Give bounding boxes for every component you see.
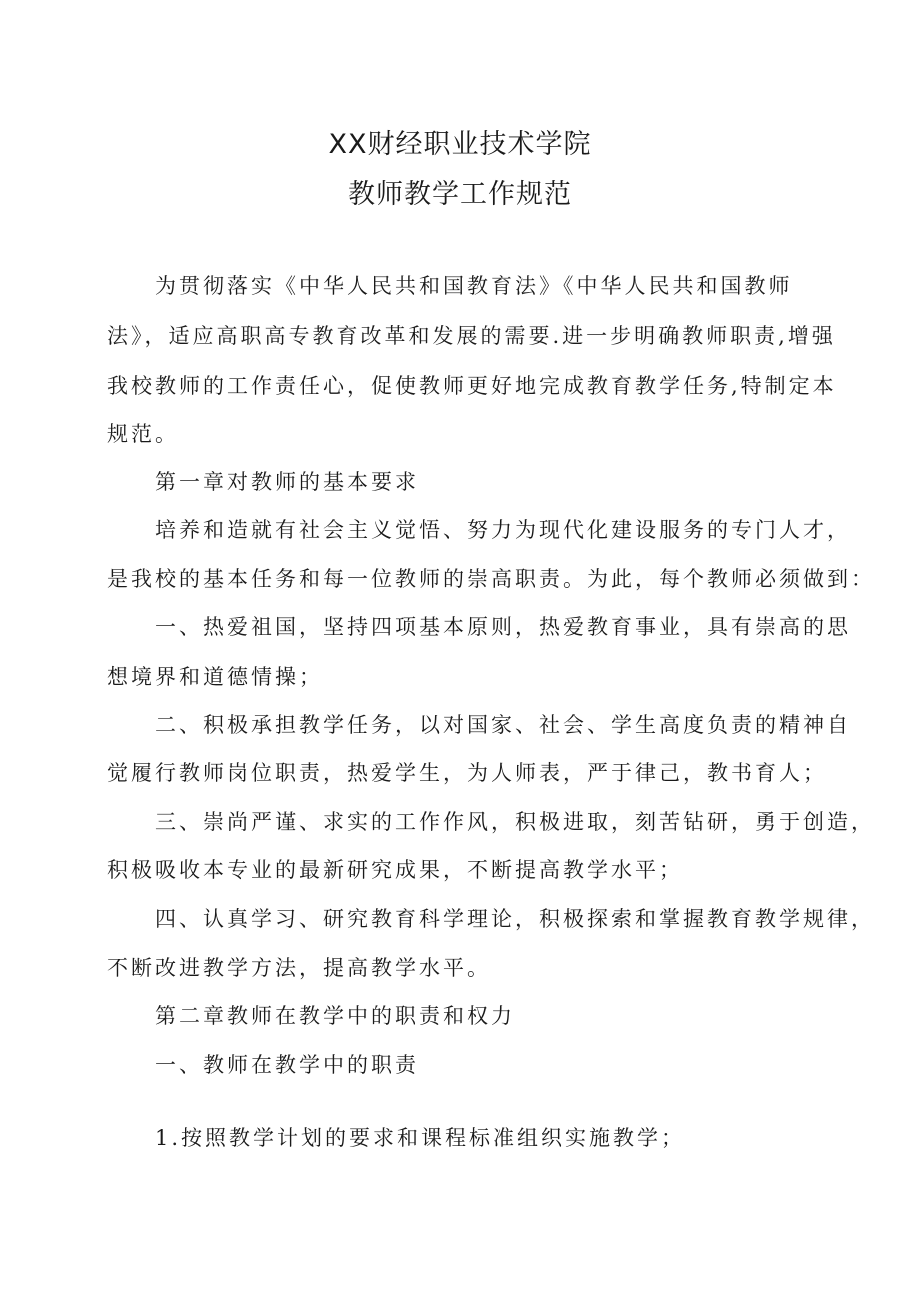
paragraph-line: 是我校的基本任务和每一位教师的崇高职责。为此，每个教师必须做到： bbox=[107, 567, 875, 591]
paragraph-line: 法》，适应高职高专教育改革和发展的需要.进一步明确教师职责,增强 bbox=[107, 324, 836, 348]
list-item-continuation: 不断改进教学方法，提高教学水平。 bbox=[107, 956, 491, 980]
numbered-item: 1.按照教学计划的要求和课程标准组织实施教学； bbox=[155, 1126, 686, 1150]
document-title: XX财经职业技术学院 bbox=[328, 129, 592, 160]
chapter-heading: 第一章对教师的基本要求 bbox=[155, 470, 419, 494]
document-subtitle: 教师教学工作规范 bbox=[348, 179, 572, 210]
list-item: 四、认真学习、研究教育科学理论，积极探索和掌握教育教学规律， bbox=[155, 907, 875, 931]
list-item: 三、崇尚严谨、求实的工作作风，积极进取，刻苦钻研，勇于创造， bbox=[155, 810, 875, 834]
paragraph-line: 为贯彻落实《中华人民共和国教育法》《中华人民共和国教师 bbox=[155, 274, 793, 298]
list-item-continuation: 积极吸收本专业的最新研究成果，不断提高教学水平； bbox=[107, 858, 683, 882]
paragraph-line: 培养和造就有社会主义觉悟、努力为现代化建设服务的专门人才， bbox=[155, 518, 851, 542]
list-item: 二、积极承担教学任务，以对国家、社会、学生高度负责的精神自 bbox=[155, 713, 851, 737]
list-item-continuation: 想境界和道德情操； bbox=[107, 665, 323, 689]
section-heading: 一、教师在教学中的职责 bbox=[155, 1053, 419, 1077]
list-item-continuation: 觉履行教师岗位职责，热爱学生，为人师表，严于律己，教书育人； bbox=[107, 761, 827, 785]
list-item: 一、热爱祖国，坚持四项基本原则，热爱教育事业，具有崇高的思 bbox=[155, 615, 851, 639]
chapter-heading: 第二章教师在教学中的职责和权力 bbox=[155, 1004, 515, 1028]
paragraph-line: 我校教师的工作责任心，促使教师更好地完成教育教学任务,特制定本 bbox=[107, 374, 837, 398]
paragraph-line: 规范。 bbox=[107, 422, 179, 446]
